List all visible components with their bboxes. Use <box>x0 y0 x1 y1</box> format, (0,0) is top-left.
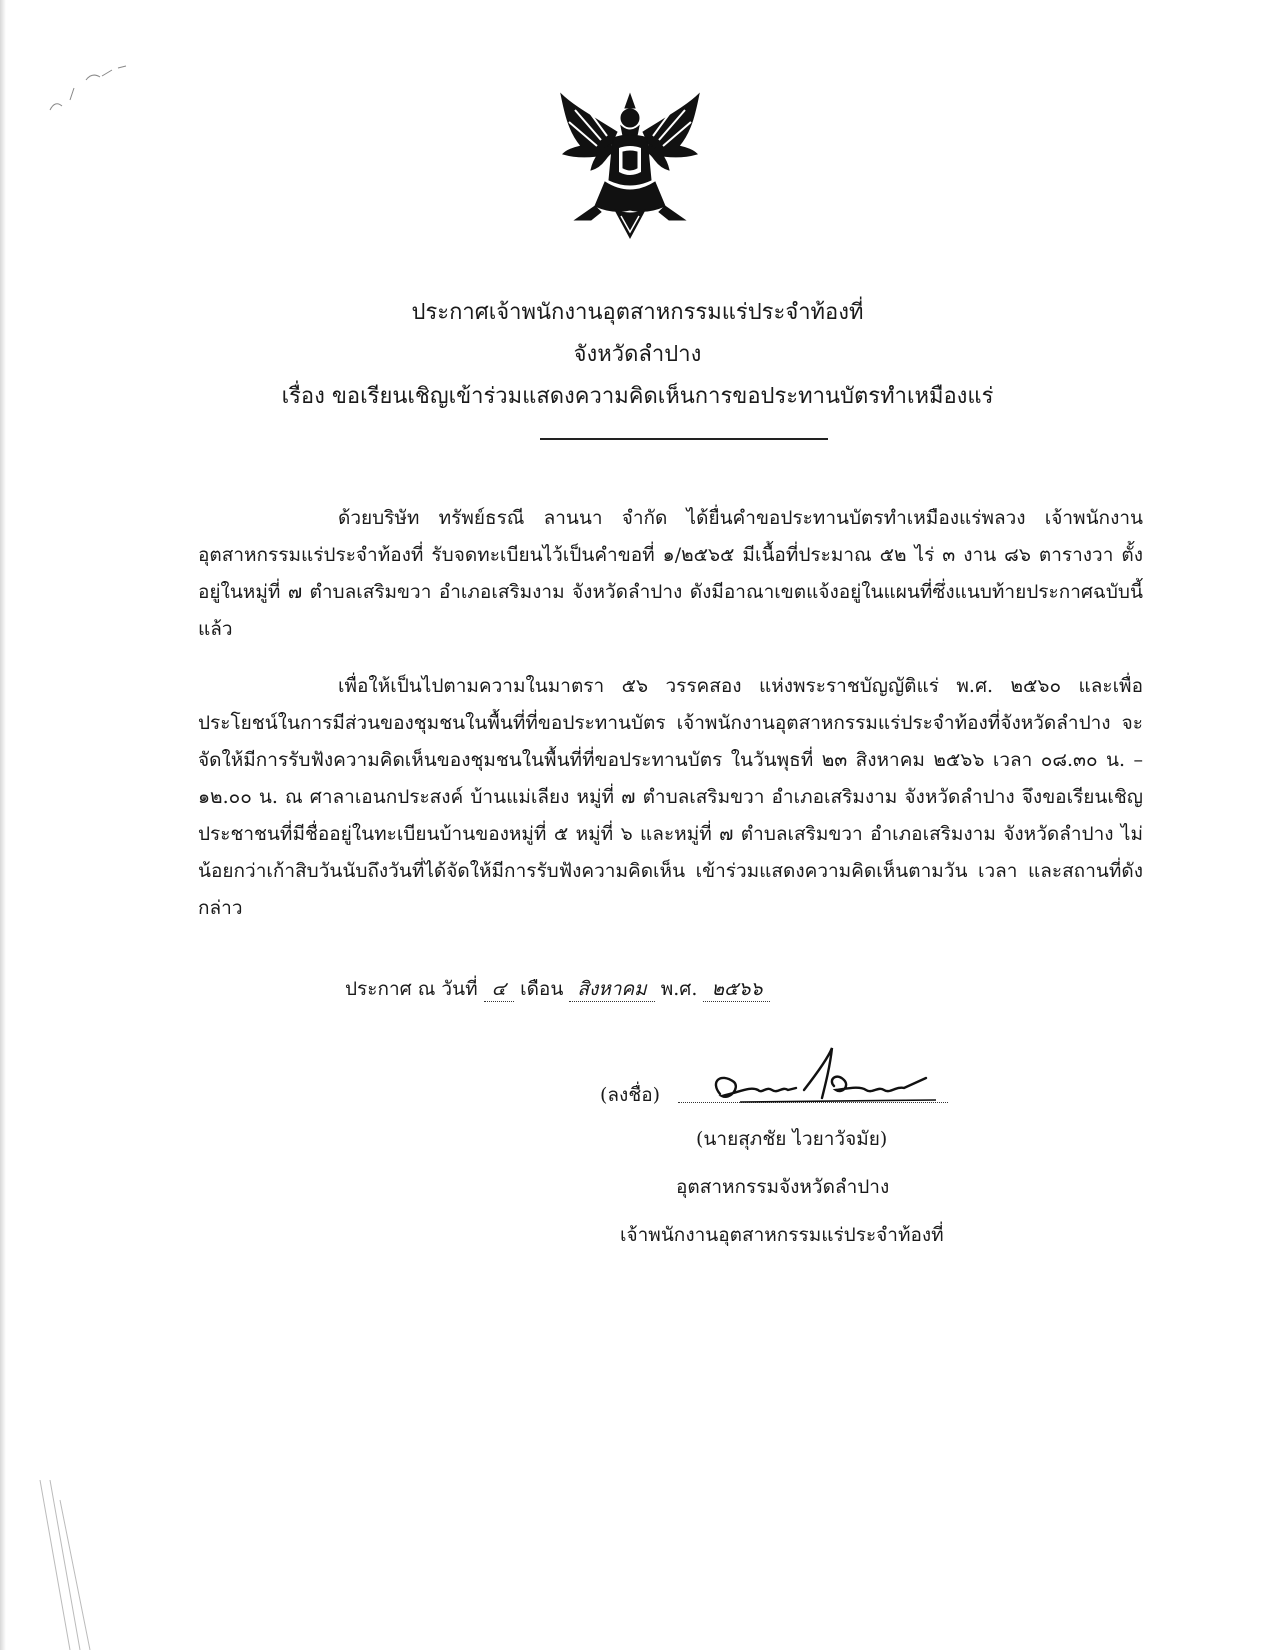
signer-position-2: เจ้าพนักงานอุตสาหกรรมแร่ประจำท้องที่ <box>620 1224 944 1246</box>
handwritten-signature-icon <box>700 1042 940 1114</box>
date-year-label: พ.ศ. <box>660 978 698 1000</box>
signer-name: (นายสุภชัย ไวยาวัจมัย) <box>696 1128 888 1150</box>
body-paragraph-1: ด้วยบริษัท ทรัพย์ธรณี ลานนา จำกัด ได้ยื่นคำขอประทานบัตรทำเหมืองแร่พลวง เจ้าพนักงานอุตสาหกรรมแร่ประจำท้องที่ รับจดทะเบียนไว้เป็นคำขอที่ ๑/๒๕๖๕ มีเนื้อที่ประมาณ ๕๒ ไร่ ๓ งาน ๘๖ ตารางวา ตั้งอยู่ในหมู่ที่ ๗ ตำบลเสริมขวา อำเภอเสริมงาม จังหวัดลำปาง ดังมีอาณาเขตแจ้งอยู่ในแผนที่ซึ่งแนบท้ายประกาศฉบับนี้แล้ว <box>198 507 1143 640</box>
date-prefix: ประกาศ ณ วันที่ <box>345 978 478 1000</box>
announcement-date-line <box>345 974 770 1004</box>
subject-line: เรื่อง ขอเรียนเชิญเข้าร่วมแสดงความคิดเห็นการขอประทานบัตรทำเหมืองแร่ <box>281 384 994 409</box>
garuda-emblem-icon <box>555 88 705 246</box>
date-year: ๒๕๖๖ <box>703 977 770 1002</box>
body-paragraph-2: เพื่อให้เป็นไปตามความในมาตรา ๕๖ วรรคสอง แห่งพระราชบัญญัติแร่ พ.ศ. ๒๕๖๐ และเพื่อประโยชน์ในการมีส่วนของชุมชนในพื้นที่ที่ขอประทานบัตร เจ้าพนักงานอุตสาหกรรมแร่ประจำท้องที่จังหวัดลำปาง จะจัดให้มีการรับฟังความคิดเห็นของชุมชนในพื้นที่ที่ขอประทานบัตร ในวันพุธที่ ๒๓ สิงหาคม ๒๕๖๖ เวลา ๐๘.๓๐ น. – ๑๒.๐๐ น. ณ ศาลาเอนกประสงค์ บ้านแม่เลียง หมู่ที่ ๗ ตำบลเสริมขวา อำเภอเสริมงาม จังหวัดลำปาง จึงขอเรียนเชิญประชาชนที่มีชื่ออยู่ในทะเบียนบ้านของหมู่ที่ ๕ หมู่ที่ ๖ และหมู่ที่ ๗ ตำบลเสริมขวา อำเภอเสริมงาม จังหวัดลำปาง ไม่น้อยกว่าเก้าสิบวันนับถึงวันที่ได้จัดให้มีการรับฟังความคิดเห็น เข้าร่วมแสดงความคิดเห็นตามวัน เวลา และสถานที่ดังกล่าว <box>198 675 1144 919</box>
heading-divider <box>540 438 828 440</box>
date-month-label: เดือน <box>520 978 564 1000</box>
signer-position-1: อุตสาหกรรมจังหวัดลำปาง <box>676 1176 890 1198</box>
date-month: สิงหาคม <box>569 977 654 1002</box>
sign-label: (ลงชื่อ) <box>600 1084 661 1106</box>
margin-scan-mark <box>30 1480 110 1650</box>
date-day: ๔ <box>484 977 514 1002</box>
province-name: จังหวัดลำปาง <box>573 342 702 367</box>
margin-scribble <box>40 50 140 130</box>
scan-edge <box>0 0 6 1650</box>
announcement-title: ประกาศเจ้าพนักงานอุตสาหกรรมแร่ประจำท้องที่ <box>411 300 864 325</box>
